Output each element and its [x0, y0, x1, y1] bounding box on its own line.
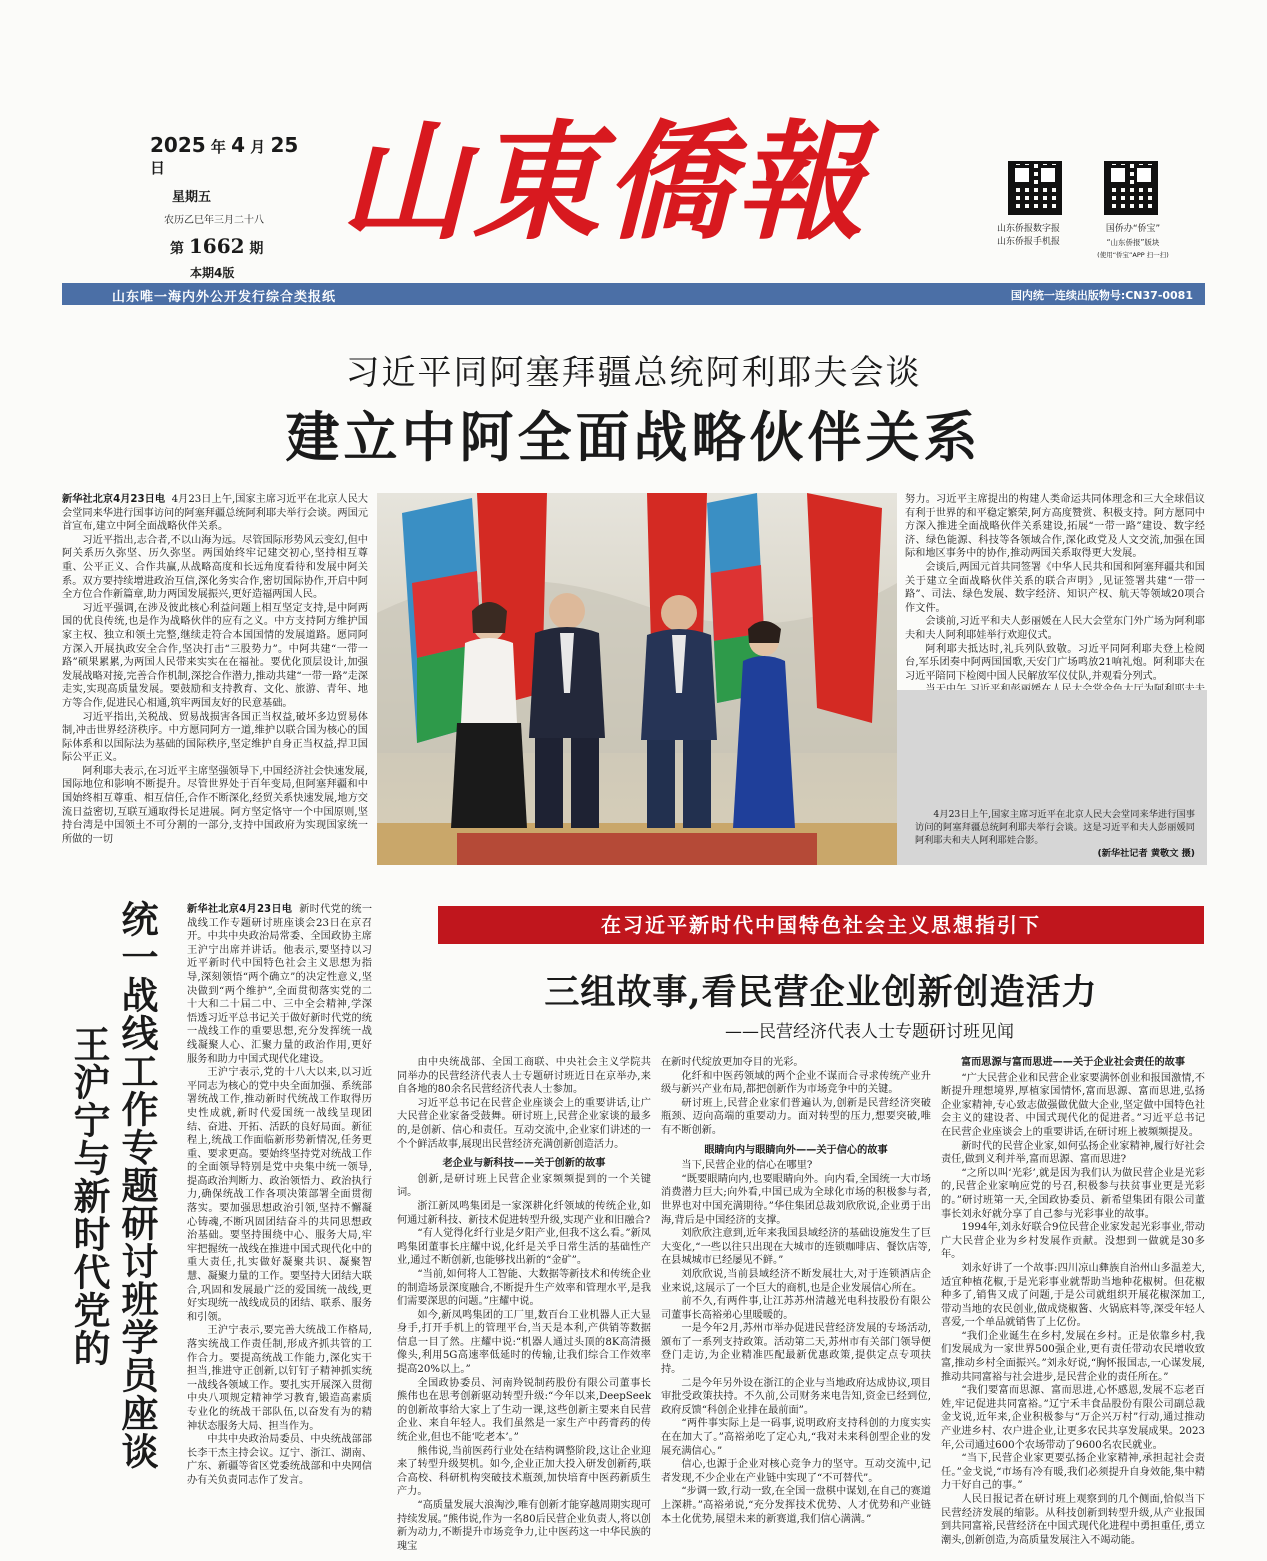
paragraph: “之所以叫‘光彩’,就是因为我们认为做民营企业是光彩的,民营企业家响应党的号召,积极参与扶贫事业更是光彩的。”研讨班第一天,全国政协委员、新希望集团有限公司董事长刘永好就分享了自己参与光彩事业的故事。 — [941, 1167, 1205, 1220]
publication-number: 国内统一连续出版物号:CN37-0081 — [1010, 289, 1193, 302]
paragraph: 刘欣欣注意到,近年来我国县域经济的基础设施发生了巨大变化,“一些以往只出现在大城市的连锁咖啡店、餐饮店等,在县城城市已经屡见不鲜。” — [661, 1228, 931, 1267]
paragraph: 1994年,刘永好联合9位民营企业家发起光彩事业,带动广大民营企业为乡村发展作贡献。没想到一做就是30多年。 — [941, 1222, 1205, 1261]
paragraph: “广大民营企业和民营企业家要满怀创业和报国激情,不断提升理想境界,厚植家国情怀,富而思源、富而思进,弘扬企业家精神,专心致志做强做优做大企业,坚定做中国特色社会主义的建设者、中国式现代化的促进者。”习近平总书记在民营企业座谈会上的重要讲话,在研讨班上被频频提及。 — [941, 1072, 1205, 1138]
paragraph: 新时代党的统一战线工作专题研讨班座谈会23日在京召开。中共中央政治局常委、全国政协主席王沪宁出席并讲话。他表示,要坚持以习近平新时代中国特色社会主义思想为指导,深刻领悟“两个确立”的决定性意义,坚决做到“两个维护”,全面贯彻落实党的二十大和二十届二中、三中全会精神,学深悟透习近平总书记关于做好新时代党的统一战线工作的重要思想,充分发挥统一战线凝聚人心、汇聚力量的政治作用,更好服务和助力中国式现代化建设。 — [187, 904, 373, 1065]
feature-subtitle: ——民营经济代表人士专题研讨班见闻 — [725, 1022, 1014, 1042]
feature-subheading: 富而思源与富而思进——关于企业社会责任的故事 — [960, 1057, 1186, 1068]
lead-photo — [377, 493, 897, 865]
paragraph: “当下,民营企业家更要弘扬企业家精神,承担起社会责任。”金戈说,“市场有冷有暖,我们必须提升自身效能,集中精力干好自己的事。” — [941, 1453, 1205, 1492]
paragraph: 阿利耶夫表示,在习近平主席坚强领导下,中国经济社会快速发展,国际地位和影响不断提升。尽管世界处于百年变局,但阿塞拜疆和中国始终相互尊重、相互信任,合作不断深化,经贸关系快速发展,地方交流日益密切,互联互通取得长足进展。阿方坚定恪守一个中国原则,坚持台湾是中国领土不可分割的一部分,支持中国政府为实现国家统一所做的一切 — [62, 765, 368, 845]
masthead-banner — [62, 283, 1205, 305]
paragraph: “高质量发展大浪淘沙,唯有创新才能穿越周期实现可持续发展。”熊伟说,作为一名80后民营企业负责人,将以创新为动力,不断提升市场竞争力,让中医药这一中华民族的瑰宝 — [397, 1500, 651, 1552]
section-band: 在习近平新时代中国特色社会主义思想指引下 — [438, 906, 1204, 944]
paragraph: 浙江新凤鸣集团是一家深耕化纤领域的传统企业,如何通过新科技、新技术促进转型升级,实现产业和旧融合? — [397, 1200, 651, 1226]
paragraph: 化纤和中医药领域的两个企业不谋而合寻求传统产业升级与新兴产业布局,都把创新作为市场竞争中的关键。 — [661, 1070, 931, 1096]
paragraph: “既要眼睛向内,也要眼睛向外。向内看,全国统一大市场消费潜力巨大;向外看,中国已成为全球化市场的积极参与者,世界也对中国充满期待。”华住集团总裁刘欣欣说,企业勇于出海,背后是中国经济的支撑。 — [661, 1173, 931, 1226]
paragraph: 刘欣欣说,当前县域经济不断发展壮大,对于连锁酒店企业来说,这展示了一个巨大的商机,也是企业发展信心所在。 — [661, 1268, 931, 1294]
weekday: 星期五 — [172, 190, 212, 205]
paragraph: 习近平指出,志合者,不以山海为远。尽管国际形势风云变幻,但中阿关系历久弥坚、历久弥坚。两国始终牢记建交初心,坚持相互尊重、公平正义、合作共赢,从战略高度和长远角度看待和发展中阿关系。双方要持续增进政治互信,深化务实合作,密切国际协作,开启中阿全方位合作新篇章,助力两国发展振兴,更好造福两国人民。 — [62, 534, 368, 601]
lead-column-1 — [62, 493, 368, 865]
feature-column-3 — [941, 1056, 1205, 1546]
paragraph: 4月23日上午,国家主席习近平在北京人民大会堂同来华进行国事访问的阿塞拜疆总统阿利耶夫举行会谈。两国元首宣布,建立中阿全面战略伙伴关系。 — [62, 494, 368, 533]
qr-code-icon — [1104, 161, 1158, 215]
paragraph: 前不久,有两件事,让江苏苏州清越光电科技股份有限公司董事长高裕弟心里暖暖的。 — [661, 1296, 931, 1321]
paragraph: 努力。习近平主席提出的构建人类命运共同体理念和三大全球倡议有利于世界的和平稳定繁荣,阿方高度赞赏、积极支持。阿方愿同中方深入推进全面战略伙伴关系建设,拓展“一带一路”建设、数字经济、绿色能源、科技等各领域合作,深化政党及人文交流,加强在国际和地区事务中的协作,推动两国关系取得更大发展。 — [905, 494, 1205, 560]
feature-title: 三组故事,看民营企业创新创造活力 — [544, 972, 1098, 1013]
paragraph: 由中央统战部、全国工商联、中央社会主义学院共同举办的民营经济代表人士专题研讨班近日在京举办,来自各地的80余名民营经济代表人士参加。 — [397, 1057, 651, 1096]
paragraph: 信心,也源于企业对核心竞争力的坚守。互动交流中,记者发现,不少企业在产业链中实现了“不可替代”。 — [661, 1459, 931, 1484]
paragraph: 习近平总书记在民营企业座谈会上的重要讲话,让广大民营企业家备受鼓舞。研讨班上,民营企业家谈的最多的,是创新、信心和责任。互动交流中,企业家们讲述的一个个鲜活故事,展现出民营经济充满创新创造活力。 — [397, 1097, 651, 1150]
left-story-title-line-1: 统一战线工作专题研讨班学员座谈 — [115, 900, 159, 1470]
left-story-column — [187, 903, 372, 1515]
newspaper-logo: 山東僑報 — [340, 108, 869, 258]
paragraph: 当下,民营企业的信心在哪里? — [681, 1160, 813, 1172]
caption-text: 4月23日上午,国家主席习近平在北京人民大会堂同来华进行国事访问的阿塞拜疆总统阿利耶夫举行会谈。这是习近平和夫人彭丽媛同阿利耶夫和夫人阿利耶娃合影。 — [915, 809, 1195, 846]
paragraph: 新时代的民营企业家,如何弘扬企业家精神,履行好社会责任,做到义利并举,富而思源、富而思进? — [941, 1140, 1205, 1166]
paragraph: 王沪宁表示,党的十八大以来,以习近平同志为核心的党中央全面加强、系统部署统战工作,推动新时代统战工作取得历史性成就,新时代爱国统一战线呈现团结、奋进、开拓、活跃的良好局面。新征程上,统战工作面临新形势新情况,任务更重、要求更高。要始终坚持党对统战工作的全面领导特别是党中央集中统一领导,提高政治判断力、政治领悟力、政治执行力,确保统战工作各项决策部署全面贯彻落实。要加强思想政治引领,坚持不懈凝心铸魂,不断巩固团结奋斗的共同思想政治基础。要坚持围绕中心、服务大局,牢牢把握统一战线在推进中国式现代化中的重大责任,扎实做好凝聚共识、凝聚智慧、凝聚力量的工作。要坚持大团结大联合,巩固和发展最广泛的爱国统一战线,更好实现统一战线成员的团结、联系、服务和引领。 — [187, 1067, 372, 1323]
paragraph: 会谈后,两国元首共同签署《中华人民共和国和阿塞拜疆共和国关于建立全面战略伙伴关系的联合声明》,见证签署共建“一带一路”、司法、绿色发展、数字经济、知识产权、航天等领域20项合作文件。 — [905, 561, 1205, 614]
lead-headline: 建立中阿全面战略伙伴关系 — [285, 406, 982, 469]
qr-left-label: 山东侨报数字报 山东侨报手机报 — [997, 224, 1061, 247]
paragraph: 中共中央政治局委员、中央统战部部长李干杰主持会议。辽宁、浙江、湖南、广东、新疆等省区党委统战部和中央网信办有关负责同志作了发言。 — [187, 1434, 372, 1486]
paragraph: 全国政协委员、河南羚锐制药股份有限公司董事长熊伟也在思考创新驱动转型升级:“今年以来,DeepSeek的创新故事给大家上了生动一课,这些创新主要来自民营企业、来自年轻人。我们虽然是一家生产中药膏药的传统企业,但也不能‘吃老本’。” — [397, 1377, 651, 1444]
feature-subheading: 眼睛向内与眼睛向外——关于信心的故事 — [704, 1144, 888, 1156]
paragraph: 熊伟说,当前医药行业处在结构调整阶段,这让企业迎来了转型升级契机。如今,企业正加大投入研发创新药,联合高校、科研机构突破技术瓶颈,加快培育中医药新质生产力。 — [397, 1445, 651, 1498]
feature-column-2 — [661, 1056, 931, 1525]
flag-icon — [807, 493, 882, 723]
paragraph: “步调一致,行动一致,在全国一盘棋中谋划,在自己的赛道上深耕。”高裕弟说,“充分发挥技术优势、人才优势和产业链本土化优势,展望未来的新赛道,我们信心满满。” — [661, 1486, 931, 1525]
banner-slogan: 山东唯一海内外公开发行综合类报纸 — [112, 290, 337, 305]
paragraph: “两件事实际上是一码事,说明政府支持科创的力度实实在在加大了。”高裕弟吃了定心丸,“我对未来科创型企业的发展充满信心。” — [661, 1418, 931, 1457]
paragraph: 习近平强调,在涉及彼此核心利益问题上相互坚定支持,是中阿两国的优良传统,也是作为战略伙伴的应有之义。中方支持阿方维护国家主权、独立和领土完整,继续走符合本国国情的发展道路。愿同阿方深入开展执政安全合作,坚决打击“三股势力”。中阿共建“一带一路”硕果累累,为两国人民带来实实在在福祉。要优化顶层设计,加强发展战略对接,完善合作机制,深挖合作潜力,推动共建“一带一路”走深走实,实现高质量发展。要鼓励和支持教育、文化、旅游、青年、地方等合作,促进民心相通,筑牢两国友好的民意基础。 — [62, 602, 368, 709]
paragraph: 在新时代绽放更加夺目的光彩。 — [661, 1057, 804, 1068]
left-story-title-line-2: 王沪宁与新时代党的 — [67, 1025, 111, 1367]
paragraph: 阿利耶夫抵达时,礼兵列队致敬。习近平同阿利耶夫登上检阅台,军乐团奏中阿两国国歌,天安门广场鸣放21响礼炮。阿利耶夫在习近平陪同下检阅中国人民解放军仪仗队,并观看分列式。 — [905, 643, 1205, 682]
paragraph: 会谈前,习近平和夫人彭丽媛在人民大会堂东门外广场为阿利耶夫和夫人阿利耶娃举行欢迎仪式。 — [905, 616, 1205, 641]
photo-caption — [915, 808, 1195, 860]
date-block — [150, 133, 300, 281]
page-count: 本期4版 — [190, 266, 235, 280]
paragraph: “我们要富而思源、富而思进,心怀感恩,发展不忘老百姓,牢记促进共同富裕。”辽宁禾丰食品股份有限公司副总裁金戈说,近年来,企业积极参与“万企兴万村”行动,通过推动产业进乡村、农户进企业,让更多农民共享发展成果。2023年,公司通过600个农场带动了9600名农民就业。 — [941, 1385, 1205, 1451]
lead-kicker: 习近平同阿塞拜疆总统阿利耶夫会谈 — [345, 353, 922, 393]
paragraph: 一是今年2月,苏州市举办促进民营经济发展的专场活动,颁布了一系列支持政策。活动第二天,苏州市有关部门领导便登门走访,为企业精准匹配最新优惠政策,提供定点专项扶持。 — [661, 1323, 931, 1376]
paragraph: “当前,如何将人工智能、大数据等新技术和传统企业的制造场景深度融合,不断提升生产效率和管理水平,是我们需要深思的问题。”庄耀中说。 — [397, 1268, 651, 1308]
paragraph: 习近平指出,关税战、贸易战损害各国正当权益,破坏多边贸易体制,冲击世界经济秩序。中方愿同阿方一道,维护以联合国为核心的国际体系和以国际法为基础的国际秩序,坚定维护自身正当权益,捍卫国际公平正义。 — [62, 711, 368, 764]
qr-right-label: 国侨办“侨宝” “山东侨报”版块 (使用“侨宝”APP 扫一扫) — [1097, 224, 1169, 259]
paragraph: 人民日报记者在研讨班上观察到的几个侧面,恰似当下民营经济发展的缩影。从科技创新到转型升级,从产业报国到共同富裕,民营经济在中国式现代化进程中勇担重任,勇立潮头,创新创造,为高质量发展注入不竭动能。 — [941, 1494, 1205, 1546]
paragraph: 王沪宁表示,要完善大统战工作格局,落实统战工作责任制,形成齐抓共管的工作合力。要提高统战工作能力,深化实干担当,推进守正创新,以钉钉子精神抓实统一战线各领域工作。要扎实开展深入贯彻中央八项规定精神学习教育,锻造高素质专业化的统战干部队伍,以奋发有为的精神状态服务大局、担当作为。 — [187, 1325, 372, 1432]
paragraph: 二是今年另外设在浙江的企业与当地政府达成协议,项目审批受政策扶持。不久前,公司财务来电告知,资金已经到位,政府反馈“科创企业排在最前面”。 — [661, 1377, 931, 1416]
lead-column-2 — [905, 493, 1205, 688]
publish-date: 2025 年 4 月 25 日 — [150, 133, 299, 177]
qr-code-icon — [1008, 161, 1062, 215]
issue-number: 第 1662 期 — [170, 234, 264, 258]
paragraph: 研讨班上,民营企业家们普遍认为,创新是民营经济突破瓶颈、迈向高端的重要动力。面对转型的压力,想要突破,唯有不断创新。 — [661, 1097, 931, 1136]
photo-credit: (新华社记者 黄敬文 摄) — [1097, 848, 1195, 859]
paragraph: 如今,新凤鸣集团的工厂里,数百台工业机器人正大显身手,打开手机上的管理平台,当天是本利,产供销等数据信息一目了然。庄耀中说:“机器人通过头顶的8K高清摄像头,利用5G高速率低延时的传输,让我们综合工作效率提高20%以上。” — [397, 1309, 651, 1376]
left-story-dateline: 新华社北京4月23日电 — [187, 904, 293, 915]
paragraph: 创新,是研讨班上民营企业家频频提到的一个关键词。 — [397, 1173, 651, 1199]
feature-column-1 — [397, 1056, 651, 1552]
paragraph: “我们企业诞生在乡村,发展在乡村。正是依靠乡村,我们发展成为一家世界500强企业,更有责任带动农民增收致富,推动乡村全面振兴。”刘永好说,“胸怀报国志,一心谋发展,推动共同富裕与社会进步,是民营企业的责任所在。” — [941, 1330, 1205, 1383]
feature-subheading: 老企业与新科技——关于创新的故事 — [442, 1158, 606, 1170]
group-photo-illustration — [377, 493, 897, 865]
paragraph: 刘永好讲了一个故事:四川凉山彝族自治州山多温差大,适宜种植花椒,于是光彩事业就帮助当地种花椒树。但花椒种多了,销售又成了问题,于是公司就组织开展花椒深加工,带动当地的农民创业,做成烧椒酱、火锅底料等,深受年轻人喜爱,一个单品就销售了上亿份。 — [941, 1262, 1205, 1329]
lunar-date: 农历乙巳年三月二十八 — [164, 215, 264, 226]
paragraph: “有人觉得化纤行业是夕阳产业,但我不这么看。”新凤鸣集团董事长庄耀中说,化纤是关乎日常生活的基础性产业,通过不断创新,也能够找出新的“金矿”。 — [397, 1228, 651, 1267]
lead-dateline: 新华社北京4月23日电 — [62, 494, 166, 505]
